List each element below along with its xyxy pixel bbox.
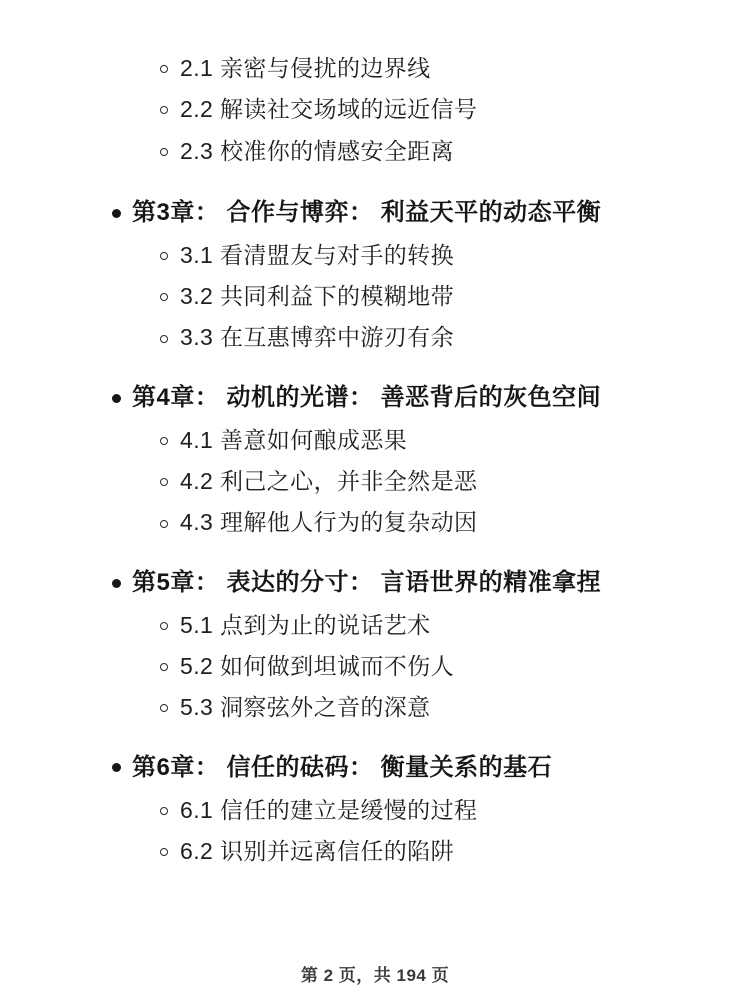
- circle-bullet-icon: [160, 148, 168, 156]
- circle-bullet-icon: [160, 437, 168, 445]
- section-label: 6.2 识别并远离信任的陷阱: [180, 838, 454, 864]
- section-label: 5.3 洞察弦外之音的深意: [180, 694, 431, 721]
- top-spacer: [60, 40, 690, 50]
- circle-bullet-icon: [160, 663, 168, 671]
- list-item[interactable]: [60, 133, 690, 170]
- section-label: 6.1 信任的建立是缓慢的过程: [180, 796, 478, 823]
- section-list: [60, 792, 690, 871]
- list-item[interactable]: [60, 237, 690, 274]
- section-label: 3.2 共同利益下的模糊地带: [180, 283, 454, 310]
- circle-bullet-icon: [160, 252, 168, 260]
- list-item[interactable]: [60, 833, 690, 870]
- section-label: 2.3 校准你的情感安全距离: [180, 137, 454, 164]
- page-footer: [0, 961, 750, 986]
- section-label: 3.3 在互惠博弈中游刃有余: [180, 324, 454, 351]
- circle-bullet-icon: [160, 807, 168, 815]
- section-label: 2.1 亲密与侵扰的边界线: [180, 55, 431, 81]
- section-label: 5.2 如何做到坦诚而不伤人: [180, 653, 454, 680]
- section-label: 3.1 看清盟友与对手的转换: [180, 241, 454, 268]
- list-item[interactable]: [60, 91, 690, 128]
- list-item[interactable]: [60, 648, 690, 685]
- section-label: 4.2 利己之心，并非全然是恶: [180, 468, 478, 495]
- toc-group: [60, 749, 690, 871]
- list-item[interactable]: [60, 50, 690, 87]
- circle-bullet-icon: [160, 106, 168, 114]
- chapter-entry[interactable]: [60, 379, 690, 416]
- section-list: [60, 237, 690, 357]
- chapter-entry[interactable]: [60, 564, 690, 601]
- toc-group: [60, 564, 690, 727]
- list-item[interactable]: [60, 463, 690, 500]
- circle-bullet-icon: [160, 848, 168, 856]
- chapter-entry[interactable]: [60, 194, 690, 231]
- list-item[interactable]: [60, 792, 690, 829]
- circle-bullet-icon: [160, 65, 168, 73]
- list-item[interactable]: [60, 607, 690, 644]
- disc-bullet-icon: [112, 394, 121, 403]
- disc-bullet-icon: [112, 209, 121, 218]
- chapter-label: 第3章： 合作与博弈： 利益天平的动态平衡: [132, 198, 602, 226]
- toc-group: [60, 194, 690, 357]
- list-item[interactable]: [60, 278, 690, 315]
- list-item[interactable]: [60, 319, 690, 356]
- page-number-label: 第 2 页，共 194 页: [300, 966, 450, 985]
- section-label: 4.1 善意如何酿成恶果: [180, 426, 408, 453]
- section-label: 4.3 理解他人行为的复杂动因: [180, 509, 478, 536]
- disc-bullet-icon: [112, 763, 121, 772]
- toc-group: [60, 379, 690, 542]
- section-label: 5.1 点到为止的说话艺术: [180, 611, 431, 638]
- chapter-label: 第6章： 信任的砝码： 衡量关系的基石: [132, 753, 553, 781]
- list-item[interactable]: [60, 504, 690, 541]
- table-of-contents: [60, 50, 690, 870]
- circle-bullet-icon: [160, 335, 168, 343]
- circle-bullet-icon: [160, 520, 168, 528]
- list-item[interactable]: [60, 689, 690, 726]
- section-label: 2.2 解读社交场域的远近信号: [180, 96, 478, 123]
- chapter-label: 第5章： 表达的分寸： 言语世界的精准拿捏: [132, 568, 602, 596]
- section-list: [60, 50, 690, 170]
- disc-bullet-icon: [112, 579, 121, 588]
- circle-bullet-icon: [160, 293, 168, 301]
- list-item[interactable]: [60, 422, 690, 459]
- circle-bullet-icon: [160, 704, 168, 712]
- section-list: [60, 422, 690, 542]
- circle-bullet-icon: [160, 478, 168, 486]
- circle-bullet-icon: [160, 622, 168, 630]
- toc-group: [60, 50, 690, 170]
- chapter-entry[interactable]: [60, 749, 690, 786]
- section-list: [60, 607, 690, 727]
- chapter-label: 第4章： 动机的光谱： 善恶背后的灰色空间: [132, 383, 602, 411]
